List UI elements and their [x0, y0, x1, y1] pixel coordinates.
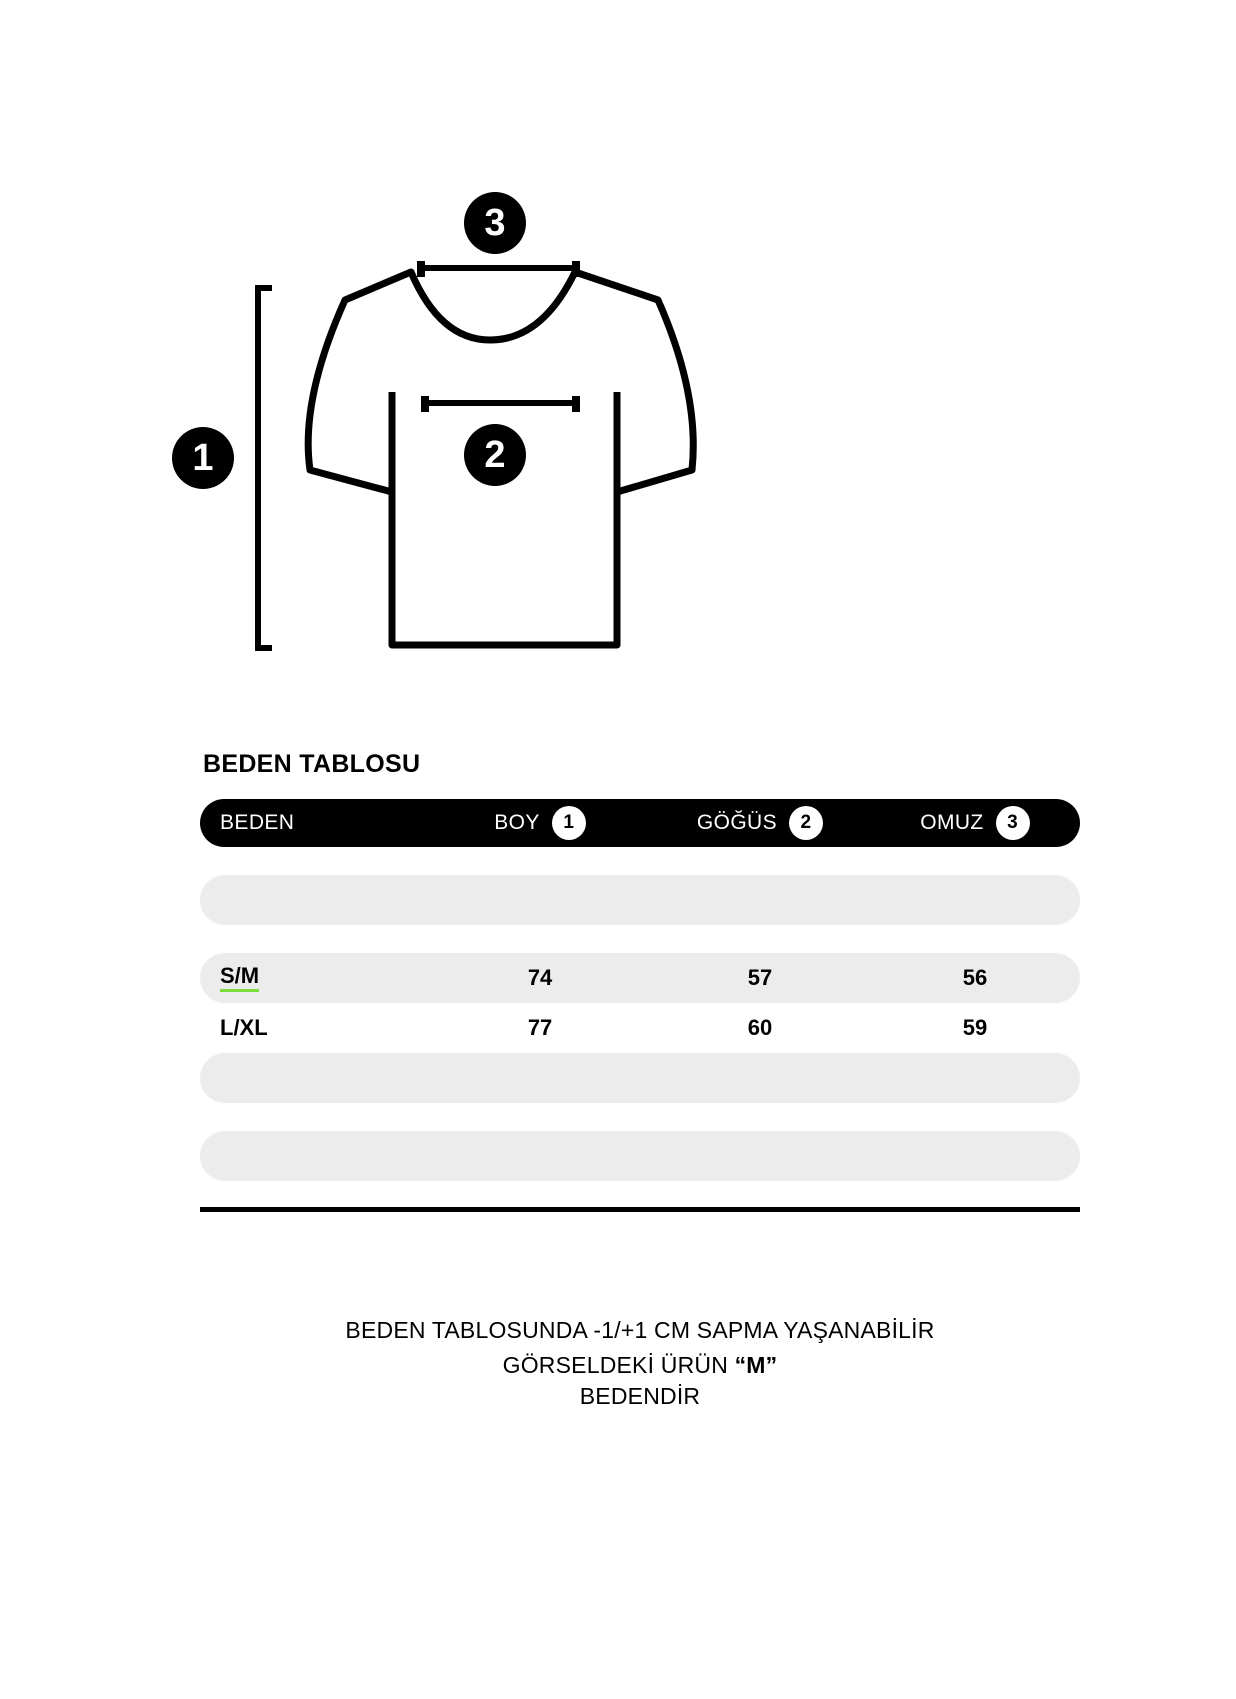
row-gogus-value: 60: [747, 1015, 773, 1040]
header-cell-beden: [200, 811, 430, 835]
diagram-badge-3: 3: [464, 192, 526, 254]
table-bottom-rule: [200, 1207, 1080, 1212]
footnote-line-2: [200, 1350, 1080, 1381]
row-gogus-value: 57: [747, 965, 773, 990]
table-row-empty-2: [200, 1053, 1080, 1103]
chest-measure-cap-right: [572, 396, 580, 412]
footnote-line-1: BEDEN TABLOSUNDA -1/+1 CM SAPMA YAŞANABİLİR: [345, 1317, 935, 1343]
diagram-badge-2: 2: [464, 424, 526, 486]
header-badge-1: 1: [552, 806, 586, 840]
header-label-omuz: OMUZ: [920, 811, 984, 834]
diagram-badge-1: 1: [172, 427, 234, 489]
footnote-line-3: BEDENDİR: [579, 1383, 701, 1410]
size-table: [200, 750, 1080, 1212]
header-badge-3: 3: [996, 806, 1030, 840]
shoulder-measure-cap-left: [417, 261, 425, 277]
size-table-title: BEDEN TABLOSU: [203, 750, 421, 778]
row-omuz-value: 59: [962, 1015, 988, 1040]
header-label-beden: BEDEN: [220, 811, 295, 834]
header-badge-2: 2: [789, 806, 823, 840]
row-size-label: L/XL: [220, 1015, 268, 1040]
size-table-header-row: [200, 799, 1080, 847]
chest-measure-cap-left: [421, 396, 429, 412]
row-boy-value: 74: [527, 965, 553, 990]
row-boy-value: 77: [527, 1015, 553, 1040]
footnote-line-2-prefix: GÖRSELDEKİ ÜRÜN: [502, 1352, 735, 1379]
footnote-line-2-size: “M”: [734, 1352, 778, 1379]
length-measure-bracket: [258, 288, 272, 648]
table-row[interactable]: [200, 953, 1080, 1003]
table-gap-2: [200, 1103, 1080, 1131]
footnote: [200, 1315, 1080, 1412]
row-size-label: [200, 962, 430, 992]
shoulder-measure-cap-right: [572, 261, 580, 277]
header-cell-boy: [430, 806, 650, 840]
table-row-empty-3: [200, 1131, 1080, 1181]
table-gap-top: [200, 847, 1080, 875]
row-size-value-sm: S/M: [220, 965, 259, 992]
table-row-empty-1: [200, 875, 1080, 925]
row-omuz-value: 56: [962, 965, 988, 990]
table-row[interactable]: [200, 1003, 1080, 1053]
table-gap-1: [200, 925, 1080, 953]
header-cell-gogus: [650, 806, 870, 840]
tshirt-diagram-svg: [0, 0, 1236, 720]
header-label-boy: BOY: [494, 811, 540, 834]
header-label-gogus: GÖĞÜS: [696, 811, 778, 834]
tshirt-measurement-diagram: [0, 0, 1236, 720]
header-cell-omuz: [870, 806, 1080, 840]
